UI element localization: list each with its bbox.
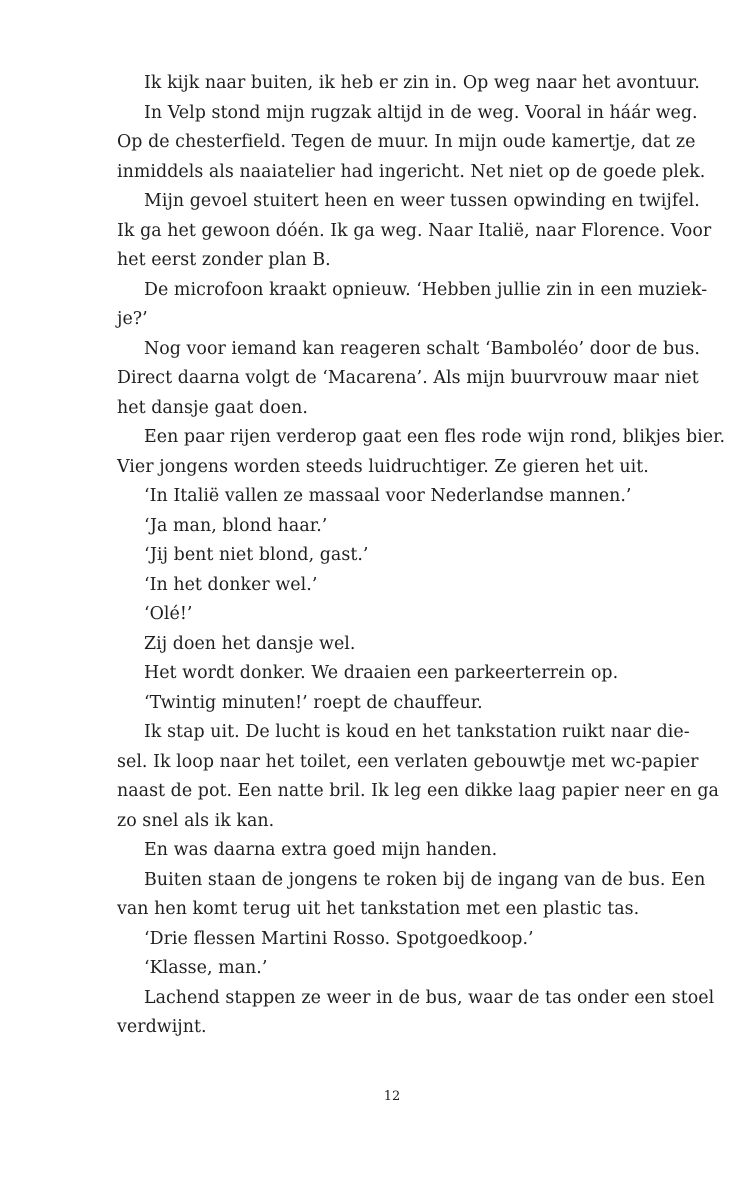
page-number: 12: [383, 1089, 401, 1104]
text-line: het eerst zonder plan B.: [117, 250, 331, 270]
text-line: je?’: [117, 309, 148, 329]
paragraph: [117, 571, 665, 601]
text-line: Nog voor iemand kan reageren schalt ‘Bamboléo’ door de bus.: [144, 338, 700, 359]
paragraph: [117, 954, 665, 984]
text-line: Zij doen het dansje wel.: [144, 633, 356, 654]
text-line: naast de pot. Een natte bril. Ik leg een dikke laag papier neer en ga: [117, 781, 719, 801]
text-line: het dansje gaat doen.: [117, 397, 308, 418]
text-line: Ik kijk naar buiten, ik heb er zin in. Op weg naar het avontuur.: [144, 73, 700, 93]
text-line: sel. Ik loop naar het toilet, een verlaten gebouwtje met wc-papier: [117, 751, 699, 772]
text-line: zo snel als ik kan.: [117, 810, 275, 831]
paragraph: [117, 482, 665, 512]
paragraph: [117, 276, 708, 335]
text-line: inmiddels als naaiatelier had ingericht. Net niet op de goede plek.: [117, 161, 706, 182]
text-line: ‘Klasse, man.’: [144, 958, 268, 978]
text-line: Het wordt donker. We draaien een parkeerterrein op.: [144, 663, 619, 683]
paragraph: [117, 541, 665, 571]
text-line: Een paar rijen verderop gaat een fles rode wijn rond, blikjes bier.: [144, 427, 726, 447]
text-line: ‘Jij bent niet blond, gast.’: [144, 545, 369, 565]
text-line: verdwijnt.: [117, 1017, 207, 1037]
paragraph: [117, 335, 700, 424]
text-line: Vier jongens worden steeds luidruchtiger. Ze gieren het uit.: [117, 456, 649, 477]
paragraph: [117, 718, 719, 836]
paragraph: [117, 659, 665, 689]
text-line: Ik ga het gewoon dóén. Ik ga weg. Naar Italië, naar Florence. Voor: [117, 220, 712, 241]
text-line: Direct daarna volgt de ‘Macarena’. Als mijn buurvrouw maar niet: [117, 368, 699, 388]
text-line: Buiten staan de jongens te roken bij de ingang van de bus. Een: [144, 869, 706, 890]
text-line: ‘Twintig minuten!’ roept de chauffeur.: [144, 692, 483, 713]
paragraph: [117, 423, 726, 482]
paragraph: [117, 187, 712, 276]
text-line: ‘Ja man, blond haar.’: [144, 515, 328, 536]
paragraph: [117, 984, 715, 1043]
text-line: En was daarna extra goed mijn handen.: [144, 840, 498, 860]
text-line: Mijn gevoel stuitert heen en weer tussen opwinding en twijfel.: [144, 191, 700, 211]
text-line: Lachend stappen ze weer in de bus, waar de tas onder een stoel: [144, 987, 715, 1008]
paragraph: [117, 689, 665, 719]
paragraph: [117, 630, 665, 660]
paragraph: [117, 512, 665, 542]
paragraph: [117, 925, 665, 955]
text-line: Ik stap uit. De lucht is koud en het tankstation ruikt naar die-: [144, 722, 690, 742]
text-line: ‘In Italië vallen ze massaal voor Nederlandse mannen.’: [144, 486, 632, 506]
paragraph: [117, 836, 665, 866]
text-line: ‘Drie flessen Martini Rosso. Spotgoedkoop.’: [144, 928, 534, 949]
body-text: [117, 69, 726, 1043]
paragraph: [117, 600, 665, 630]
paragraph: [117, 866, 706, 925]
text-line: ‘In het donker wel.’: [144, 574, 318, 595]
text-line: De microfoon kraakt opnieuw. ‘Hebben jullie zin in een muziek-: [144, 279, 708, 300]
paragraph: [117, 99, 706, 188]
paragraph: [117, 69, 700, 99]
text-line: Op de chesterfield. Tegen de muur. In mijn oude kamertje, dat ze: [117, 132, 696, 152]
text-line: In Velp stond mijn rugzak altijd in de weg. Vooral in háár weg.: [144, 102, 698, 123]
text-line: van hen komt terug uit het tankstation met een plastic tas.: [117, 899, 640, 919]
text-line: ‘Olé!’: [144, 604, 193, 624]
